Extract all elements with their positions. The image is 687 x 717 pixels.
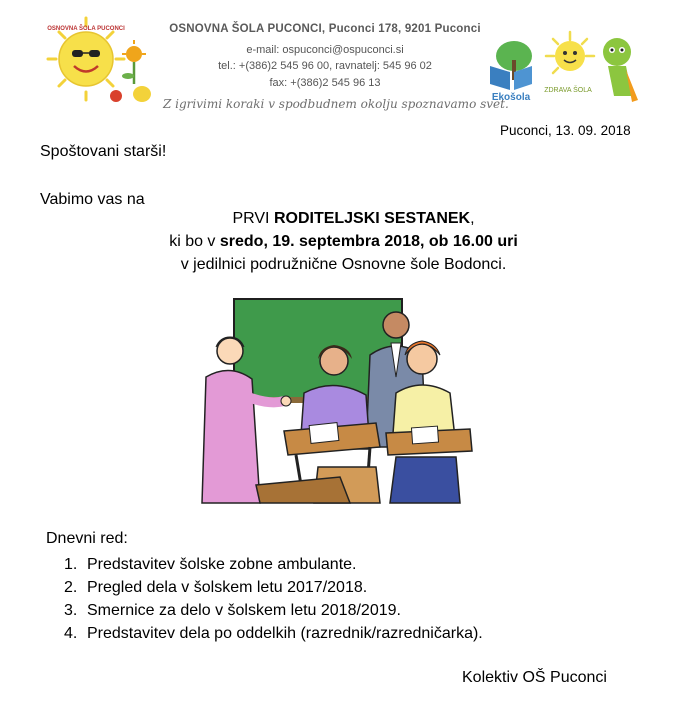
invitation-intro: Vabimo vas na: [40, 191, 145, 208]
agenda-item: [64, 622, 483, 645]
agenda-item-text: Predstavitev šolske zobne ambulante.: [87, 556, 357, 573]
meeting-date-bold: sredo, 19. septembra 2018, ob 16.00 uri: [219, 233, 518, 250]
agenda-item-text: Predstavitev dela po oddelkih (razrednik/razredničarka).: [87, 625, 483, 642]
agenda-item-text: Pregled dela v šolskem letu 2017/2018.: [87, 579, 368, 596]
meeting-title-suffix: ,: [470, 210, 475, 227]
school-fax: fax: +(386)2 545 96 13: [269, 77, 381, 89]
meeting-date: [0, 233, 687, 251]
school-sun-logo: [46, 14, 158, 106]
agenda-title: Dnevni red:: [46, 530, 128, 547]
meeting-title-prefix: PRVI: [232, 210, 274, 227]
agenda-item-number: 4.: [64, 625, 78, 642]
agenda-item: [64, 599, 483, 622]
agenda-list: [64, 553, 483, 645]
agenda-item: [64, 576, 483, 599]
meeting-location: v jedilnici podružnične Osnovne šole Bodonci.: [180, 256, 507, 273]
logo-zorna-text: ZDRAVA ŠOLA: [544, 87, 592, 94]
agenda-item-number: 3.: [64, 602, 78, 619]
agenda-item-number: 2.: [64, 579, 78, 596]
school-phone: tel.: +(386)2 545 96 00, ravnatelj: 545 96 02: [218, 60, 432, 72]
meeting-date-prefix: ki bo v: [169, 233, 220, 250]
logo-eko-text: Ekošola: [491, 92, 531, 103]
zdrava-sola-logo: [542, 30, 644, 104]
agenda-item-number: 1.: [64, 556, 78, 573]
ekosola-logo: [484, 38, 538, 104]
signature: Kolektiv OŠ Puconci: [462, 669, 607, 686]
school-name: OSNOVNA ŠOLA PUCONCI, Puconci 178, 9201 Puconci: [169, 23, 481, 35]
greeting: Spoštovani starši!: [40, 143, 167, 160]
meeting-clipart: [200, 297, 478, 507]
logo-left-text: OSNOVNA ŠOLA PUCONCI: [47, 26, 125, 32]
meeting-title-bold: RODITELJSKI SESTANEK: [273, 210, 471, 227]
meeting-title: [10, 210, 687, 228]
agenda-item-text: Smernice za delo v šolskem letu 2018/2019.: [87, 602, 401, 619]
letter-date: Puconci, 13. 09. 2018: [500, 123, 631, 138]
school-email: e-mail: ospuconci@ospuconci.si: [246, 44, 404, 56]
agenda-item: [64, 553, 483, 576]
school-motto: Z igrivimi koraki v spodbudnem okolju spoznavamo svet.: [163, 97, 509, 111]
